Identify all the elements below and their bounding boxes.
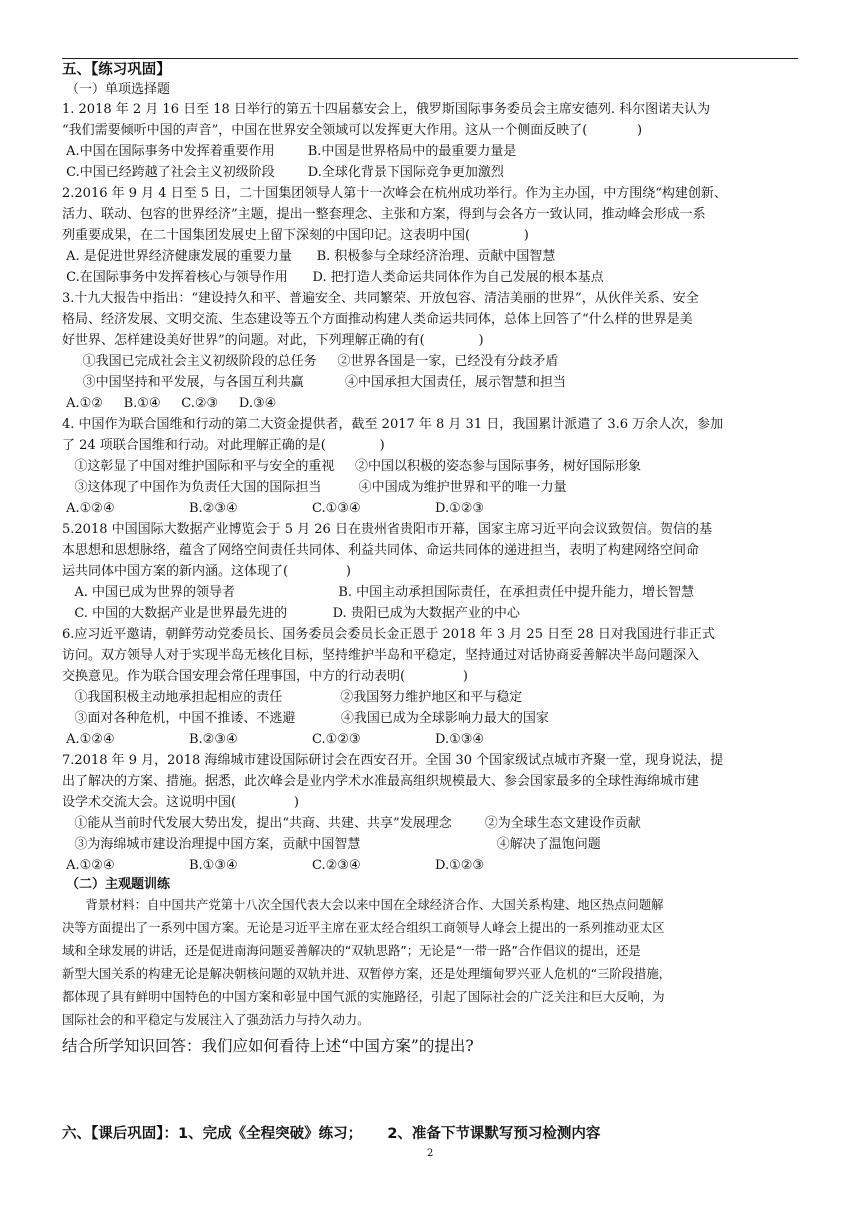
q7-line-1: 7.2018 年 9 月，2018 海绵城市建设国际研讨会在西安召开。全国 30 个国家级试点城市齐聚一堂，现身说法，提 [62,753,724,768]
q6-line-2: 访问。双方领导人对于实现半岛无核化目标，坚持维护半岛和平稳定，坚持通过对话协商妥善解决半岛问题深入 [62,648,700,663]
q4-options: A.①②④ B.②③④ C.①③④ D.①②③ [62,501,485,516]
section-title-after-class: 六、【课后巩固】：1、完成《全程突破》练习； 2、准备下节课默写预习检测内容 [62,1126,601,1142]
q5-option-cd: C. 中国的大数据产业是世界最先进的 D. 贵阳已成为大数据产业的中心 [62,606,520,621]
q5-line-3: 运共同体中国方案的新内涵。这体现了( ) [62,564,351,579]
q6-line-1: 6.应习近平邀请，朝鲜劳动党委员长、国务委员会委员长金正恩于 2018 年 3 月 25 日至 28 日对我国进行非正式 [62,627,715,642]
q7-statement-12: ①能从当前时代发展大势出发，提出“共商、共建、共享”发展理念 ②为全球生态文建设作贡献 [62,816,641,831]
q3-options: A.①② B.①④ C.②③ D.③④ [62,396,277,411]
q2-option-cd: C.在国际事务中发挥着核心与领导作用 D. 把打造人类命运共同体作为自己发展的根本基点 [62,270,604,285]
q5-line-1: 5.2018 中国国际大数据产业博览会于 5 月 26 日在贵州省贵阳市开幕，国家主席习近平向会议致贺信。贺信的基 [62,522,712,537]
section-title-practice: 五、【练习巩固】 [62,62,171,78]
subsection-subjective: （二）主观题训练 [66,877,171,892]
q1-option-ab: A.中国在国际事务中发挥着重要作用 B.中国是世界格局中的最重要力量是 [62,144,517,159]
q1-option-cd: C.中国已经跨越了社会主义初级阶段 D.全球化背景下国际竞争更加激烈 [62,165,504,180]
q4-statement-34: ③这体现了中国作为负责任大国的国际担当 ④中国成为维护世界和平的唯一力量 [62,480,567,495]
q1-line-2: “我们需要倾听中国的声音”，中国在世界安全领域可以发挥更大作用。这从一个侧面反映了( ) [62,123,643,138]
background-line-3: 域和全球发展的讲话，还是促进南海问题妥善解决的“双轨思路”；无论是“一带一路”合作倡议的提出，还是 [62,944,641,958]
subjective-question: 结合所学知识回答：我们应如何看待上述“中国方案”的提出? [62,1037,474,1055]
q3-line-2: 格局、经济发展、文明交流、生态建设等五个方面推动构建人类命运共同体，总体上回答了“什么样的世界是美 [62,312,693,327]
background-line-4: 新型大国关系的构建无论是解决朝核问题的双轨并进、双暂停方案，还是处理缅甸罗兴亚人危机的“三阶段措施， [62,967,671,981]
background-line-6: 国际社会的和平稳定与发展注入了强劲活力与持久动力。 [62,1013,370,1027]
q3-statement-34: ③中国坚持和平发展，与各国互利共赢 ④中国承担大国责任，展示智慧和担当 [62,375,566,390]
q6-line-3: 交换意见。作为联合国安理会常任理事国，中方的行动表明( ) [62,669,468,684]
background-line-1: 背景材料：自中国共产党第十八次全国代表大会以来中国在全球经济合作、大国关系构建、地区热点问题解 [62,898,664,912]
background-line-2: 决等方面提出了一系列中国方案。无论是习近平主席在亚太经合组织工商领导人峰会上提出的一系列推动亚太区 [62,921,665,935]
q3-statement-12: ①我国已完成社会主义初级阶段的总任务 ②世界各国是一家，已经没有分歧矛盾 [62,354,559,369]
q6-statement-12: ①我国积极主动地承担起相应的责任 ②我国努力维护地区和平与稳定 [62,690,523,705]
q3-line-1: 3.十九大报告中指出：“建设持久和平、普遍安全、共同繁荣、开放包容、清洁美丽的世界”，从伙伴关系、安全 [62,291,699,306]
subsection-single-choice: （一）单项选择题 [66,82,171,97]
top-rule [62,58,798,59]
q7-options: A.①②④ B.①③④ C.②③④ D.①②③ [62,858,485,873]
q2-line-1: 2.2016 年 9 月 4 日至 5 日，二十国集团领导人第十一次峰会在杭州成功举行。作为主办国，中方围绕“构建创新、 [62,186,727,201]
q6-statement-34: ③面对各种危机，中国不推诿、不逃避 ④我国已成为全球影响力最大的国家 [62,711,549,726]
q4-line-2: 了 24 项联合国维和行动。对此理解正确的是( ) [62,438,385,453]
q4-statement-12: ①这彰显了中国对维护国际和平与安全的重视 ②中国以积极的姿态参与国际事务，树好国际形象 [62,459,642,474]
q7-line-2: 出了解决的方案、措施。据悉，此次峰会是业内学术水准最高组织规模最大、参会国家最多的全球性海绵城市建 [62,774,700,789]
background-line-5: 都体现了具有鲜明中国特色的中国方案和彰显中国气派的实施路径，引起了国际社会的广泛关注和巨大反响，为 [62,990,665,1004]
q2-line-2: 活力、联动、包容的世界经济”主题，提出一整套理念、主张和方案，得到与会各方一致认同，推动峰会形成一系 [62,207,706,222]
q3-line-3: 好世界、怎样建设美好世界”的问题。对此，下列理解正确的有( ) [62,333,484,348]
page-number: 2 [427,1148,434,1159]
q5-line-2: 本思想和思想脉络，蕴含了网络空间责任共同体、利益共同体、命运共同体的递进担当，表明了构建网络空间命 [62,543,700,558]
q4-line-1: 4. 中国作为联合国维和行动的第二大资金提供者，截至 2017 年 8 月 31 日，我国累计派遣了 3.6 万余人次，参加 [62,417,724,432]
q2-option-ab: A. 是促进世界经济健康发展的重要力量 B. 积极参与全球经济治理、贡献中国智慧 [62,249,556,264]
q2-line-3: 列重要成果，在二十国集团发展史上留下深刻的中国印记。这表明中国( ) [62,228,529,243]
q5-option-ab: A. 中国已成为世界的领导者 B. 中国主动承担国际责任，在承担责任中提升能力，增长智慧 [62,585,695,600]
q7-statement-34: ③为海绵城市建设治理提中国方案，贡献中国智慧 ④解决了温饱问题 [62,837,601,852]
q7-line-3: 设学术交流大会。这说明中国( ) [62,795,299,810]
q1-line-1: 1. 2018 年 2 月 16 日至 18 日举行的第五十四届慕安会上，俄罗斯国际事务委员会主席安德列. 科尔图诺夫认为 [62,102,711,117]
q6-options: A.①②④ B.②③④ C.①②③ D.①③④ [62,732,485,747]
